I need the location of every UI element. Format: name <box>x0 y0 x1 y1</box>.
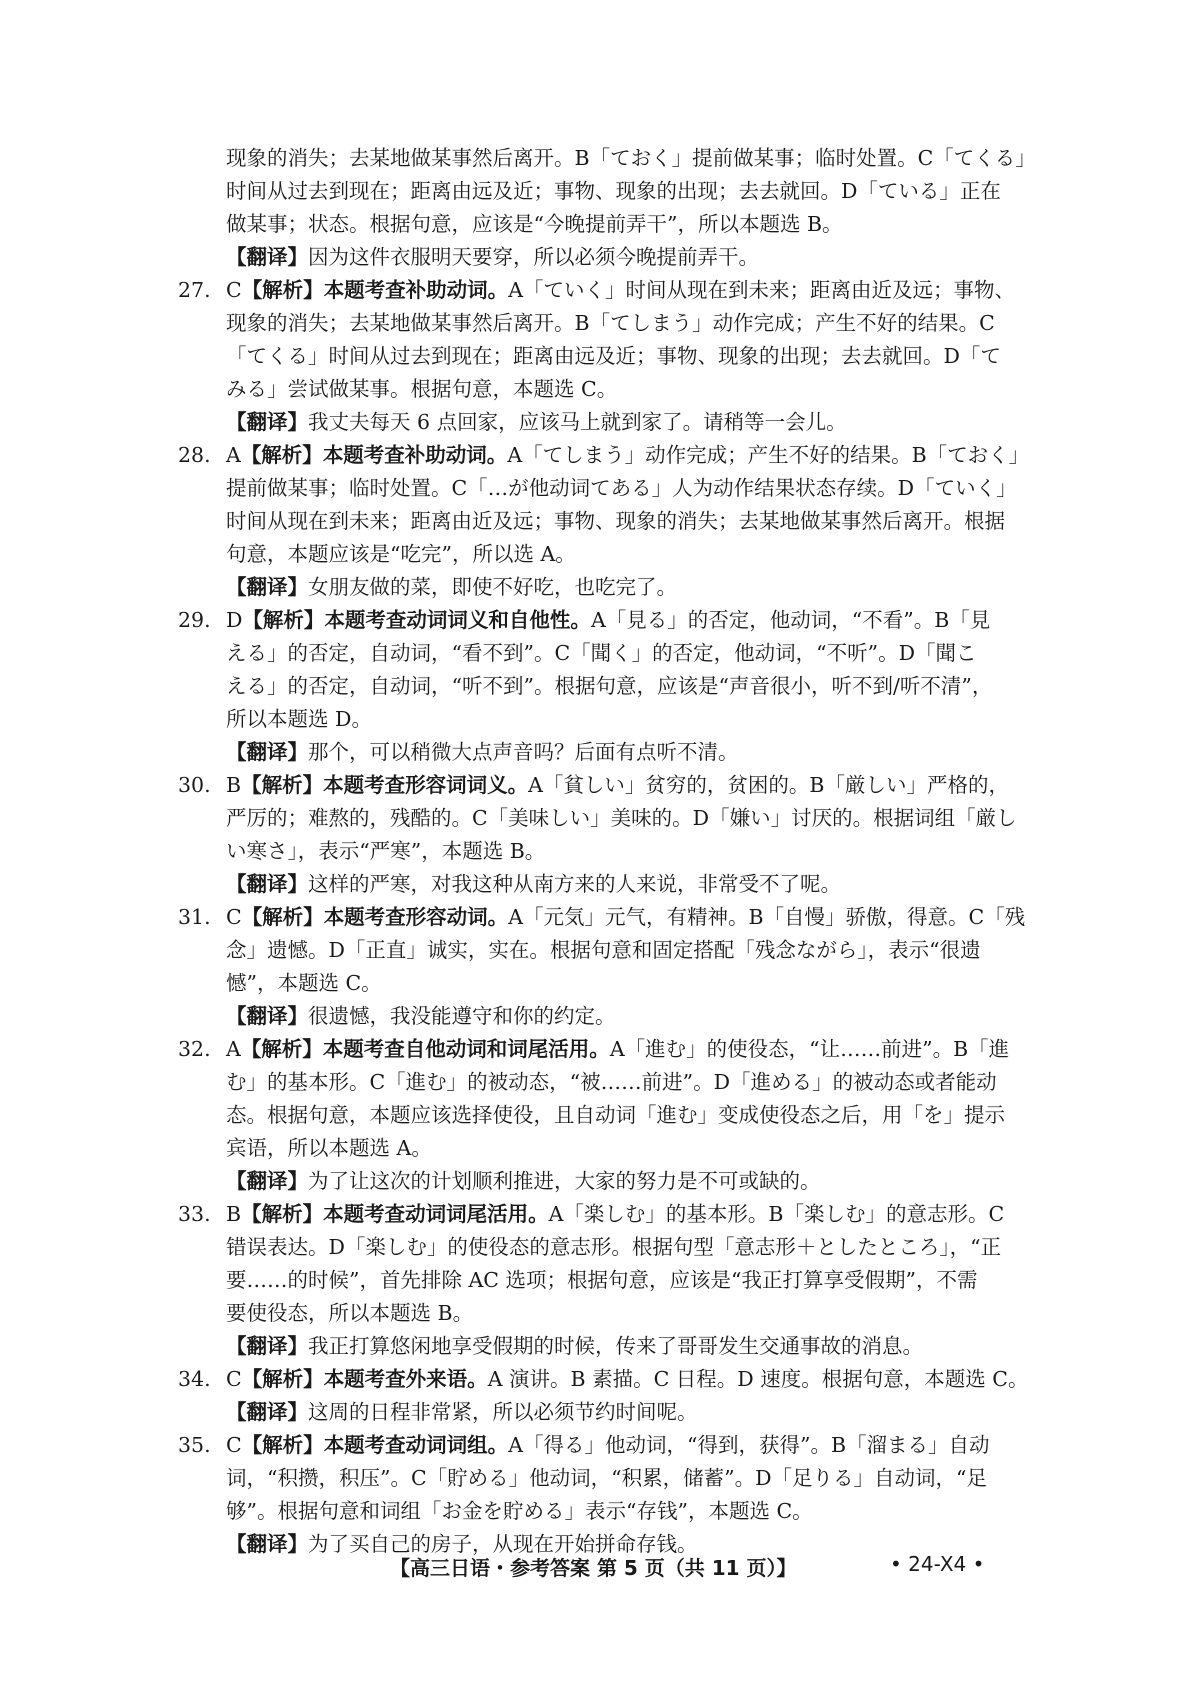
answer-items-list <box>178 274 1038 1561</box>
question-number: 28. <box>178 443 211 467</box>
answer-item <box>178 604 1038 769</box>
explanation-line: 严厉的；难熬的，残酷的。C「美味しい」美味的。D「嫌い」讨厌的。根据词组「厳し <box>226 806 1017 830</box>
explanation-line: みる」尝试做某事。根据句意，本题选 C。 <box>226 377 618 401</box>
explanation-line: える」的否定，自动词，“听不到”。根据句意，应该是“声音很小，听不到/听不清”， <box>226 674 993 698</box>
analysis-tag: 【解析】 <box>242 608 325 632</box>
explanation-line: 错误表达。D「楽しむ」的使役态的意志形。根据句型「意志形＋としたところ」，“正 <box>226 1235 1002 1259</box>
explanation-line: 态。根据句意，本题应该选择使役，且自动词「進む」变成使役态之后，用「を」提示 <box>226 1103 1005 1127</box>
explanation-line <box>226 439 1038 472</box>
topic-text: 本题考查动词词组。 <box>323 1433 509 1457</box>
explanation-line: 所以本题选 D。 <box>226 707 372 731</box>
translation-line <box>226 241 1038 274</box>
continued-explanation <box>178 142 1038 274</box>
translation-text: 很遗憾，我没能遵守和你的约定。 <box>308 1004 616 1028</box>
answer-letter: C <box>226 1367 242 1391</box>
explanation-line: 提前做某事；临时处置。C「…が他动词てある」人为动作结果状态存续。D「ていく」 <box>226 476 1017 500</box>
answer-item <box>178 439 1038 604</box>
explanation-line <box>226 604 1038 637</box>
explanation-line: い寒さ」，表示“严寒”，本题选 B。 <box>226 839 546 863</box>
explanation-line <box>226 1363 1038 1396</box>
explanation-line: む」的基本形。C「進む」的被动态，“被……前进”。D「進める」的被动态或者能动 <box>226 1070 997 1094</box>
translation-tag: 【翻译】 <box>226 1400 308 1424</box>
analysis-tag: 【解析】 <box>241 773 324 797</box>
translation-text: 为了买自己的房子，从现在开始拼命存钱。 <box>308 1532 698 1556</box>
explanation-line: 要使役态，所以本题选 B。 <box>226 1301 474 1325</box>
translation-text: 我丈夫每天 6 点回家，应该马上就到家了。请稍等一会儿。 <box>308 410 847 434</box>
topic-text: 本题考查动词词尾活用。 <box>323 1202 549 1226</box>
topic-text: 本题考查外来语。 <box>323 1367 488 1391</box>
answer-content <box>178 142 1038 1561</box>
footer-page-label: 【高三日语・参考答案 第 5 页（共 11 页）】 <box>390 1556 797 1580</box>
analysis-tag: 【解析】 <box>241 1367 324 1391</box>
translation-text: 那个，可以稍微大点声音吗？后面有点听不清。 <box>308 740 739 764</box>
explanation-line: 句意，本题应该是“吃完”，所以选 A。 <box>226 542 576 566</box>
question-number: 34. <box>178 1367 211 1391</box>
explanation-text: A「得る」他动词，“得到，获得”。B「溜まる」自动 <box>508 1433 990 1457</box>
explanation-line <box>226 1429 1038 1462</box>
answer-letter: C <box>226 905 242 929</box>
answer-item <box>178 274 1038 439</box>
explanation-line: 够”。根据句意和词组「お金を貯める」表示“存钱”，本题选 C。 <box>226 1499 813 1523</box>
explanation-text: A「てしまう」动作完成；产生不好的结果。B「ておく」 <box>507 443 1030 467</box>
explanation-line: 要……的时候”，首先排除 AC 选项；根据句意，应该是“我正打算享受假期”，不需 <box>226 1268 978 1292</box>
explanation-line: 时间从过去到现在；距离由远及近；事物、现象的出现；去去就回。D「ている」正在 <box>226 179 1001 203</box>
analysis-tag: 【解析】 <box>240 443 323 467</box>
explanation-text: A「進む」的使役态，“让……前进”。B「進 <box>609 1037 1010 1061</box>
translation-tag: 【翻译】 <box>226 1004 308 1028</box>
translation-tag: 【翻译】 <box>226 1169 308 1193</box>
answer-item <box>178 1033 1038 1198</box>
analysis-tag: 【解析】 <box>241 278 324 302</box>
question-number: 35. <box>178 1433 211 1457</box>
translation-line <box>226 736 1038 769</box>
explanation-line: 词，“积攒，积压”。C「貯める」他动词，“积累，储蓄”。D「足りる」自动词，“足 <box>226 1466 988 1490</box>
explanation-line: える」的否定，自动词，“看不到”。C「聞く」的否定，他动词，“不听”。D「聞こ <box>226 641 977 665</box>
answer-letter: C <box>226 1433 242 1457</box>
translation-tag: 【翻译】 <box>226 245 308 269</box>
footer-exam-code: • 24-X4 • <box>890 1552 985 1576</box>
explanation-text: A「ていく」时间从现在到未来；距离由近及远；事物、 <box>508 278 1015 302</box>
question-number: 30. <box>178 773 211 797</box>
question-number: 31. <box>178 905 211 929</box>
translation-text: 因为这件衣服明天要穿，所以必须今晚提前弄干。 <box>308 245 759 269</box>
topic-text: 本题考查动词词义和自他性。 <box>324 608 591 632</box>
answer-item <box>178 901 1038 1033</box>
answer-letter: A <box>226 1037 241 1061</box>
translation-tag: 【翻译】 <box>226 575 308 599</box>
analysis-tag: 【解析】 <box>241 1202 324 1226</box>
translation-tag: 【翻译】 <box>226 410 308 434</box>
translation-text: 这周的日程非常紧，所以必须节约时间呢。 <box>308 1400 698 1424</box>
analysis-tag: 【解析】 <box>241 905 324 929</box>
translation-tag: 【翻译】 <box>226 872 308 896</box>
translation-text: 女朋友做的菜，即使不好吃，也吃完了。 <box>308 575 677 599</box>
topic-text: 本题考查自他动词和词尾活用。 <box>322 1037 610 1061</box>
translation-line <box>226 571 1038 604</box>
explanation-line <box>226 1198 1038 1231</box>
explanation-line <box>226 274 1038 307</box>
translation-text: 为了让这次的计划顺利推进，大家的努力是不可或缺的。 <box>308 1169 821 1193</box>
analysis-tag: 【解析】 <box>241 1433 324 1457</box>
answer-item <box>178 1363 1038 1429</box>
answer-letter: B <box>226 773 242 797</box>
topic-text: 本题考查补助动词。 <box>323 278 509 302</box>
explanation-line: 宾语，所以本题选 A。 <box>226 1136 432 1160</box>
explanation-text: A「貧しい」贫穷的，贫困的。B「厳しい」严格的， <box>528 773 1009 797</box>
question-number: 29. <box>178 608 211 632</box>
explanation-line <box>226 1033 1038 1066</box>
translation-line <box>226 406 1038 439</box>
explanation-line: 念」遗憾。D「正直」诚实，实在。根据句意和固定搭配「残念ながら」，表示“很遗 <box>226 938 981 962</box>
answer-item <box>178 1198 1038 1363</box>
explanation-text: A「元気」元气，有精神。B「自慢」骄傲，得意。C「残 <box>508 905 1026 929</box>
explanation-line: 现象的消失；去某地做某事然后离开。B「てしまう」动作完成；产生不好的结果。C <box>226 311 995 335</box>
explanation-line: 做某事；状态。根据句意，应该是“今晚提前弄干”，所以本题选 B。 <box>226 212 843 236</box>
question-number: 27. <box>178 278 211 302</box>
translation-line <box>226 1396 1038 1429</box>
translation-line <box>226 1165 1038 1198</box>
topic-text: 本题考查形容词词义。 <box>323 773 529 797</box>
explanation-line: 憾”，本题选 C。 <box>226 971 382 995</box>
answer-item <box>178 769 1038 901</box>
answer-letter: C <box>226 278 242 302</box>
translation-text: 这样的严寒，对我这种从南方来的人来说，非常受不了呢。 <box>308 872 841 896</box>
question-number: 33. <box>178 1202 211 1226</box>
translation-tag: 【翻译】 <box>226 1532 308 1556</box>
explanation-text: A 演讲。B 素描。C 日程。D 速度。根据句意，本题选 C。 <box>487 1367 1029 1391</box>
explanation-text: A「見る」的否定，他动词，“不看”。B「見 <box>590 608 991 632</box>
topic-text: 本题考查形容动词。 <box>323 905 509 929</box>
answer-item <box>178 1429 1038 1561</box>
answer-letter: A <box>226 443 241 467</box>
answer-letter: B <box>226 1202 242 1226</box>
explanation-text: A「楽しむ」的基本形。B「楽しむ」的意志形。C <box>548 1202 1005 1226</box>
explanation-line <box>226 769 1038 802</box>
topic-text: 本题考查补助动词。 <box>322 443 508 467</box>
explanation-line <box>226 901 1038 934</box>
answer-letter: D <box>226 608 243 632</box>
translation-line <box>226 868 1038 901</box>
translation-text: 我正打算悠闲地享受假期的时候，传来了哥哥发生交通事故的消息。 <box>308 1334 923 1358</box>
question-number: 32. <box>178 1037 211 1061</box>
translation-line <box>226 1330 1038 1363</box>
explanation-line: 「てくる」时间从过去到现在；距离由远及近；事物、现象的出现；去去就回。D「て <box>226 344 1001 368</box>
translation-tag: 【翻译】 <box>226 1334 308 1358</box>
explanation-line: 时间从现在到未来；距离由近及远；事物、现象的消失；去某地做某事然后离开。根据 <box>226 509 1005 533</box>
analysis-tag: 【解析】 <box>240 1037 323 1061</box>
explanation-line: 现象的消失；去某地做某事然后离开。B「ておく」提前做某事；临时处置。C「てくる」 <box>226 146 1036 170</box>
translation-tag: 【翻译】 <box>226 740 308 764</box>
translation-line <box>226 1000 1038 1033</box>
